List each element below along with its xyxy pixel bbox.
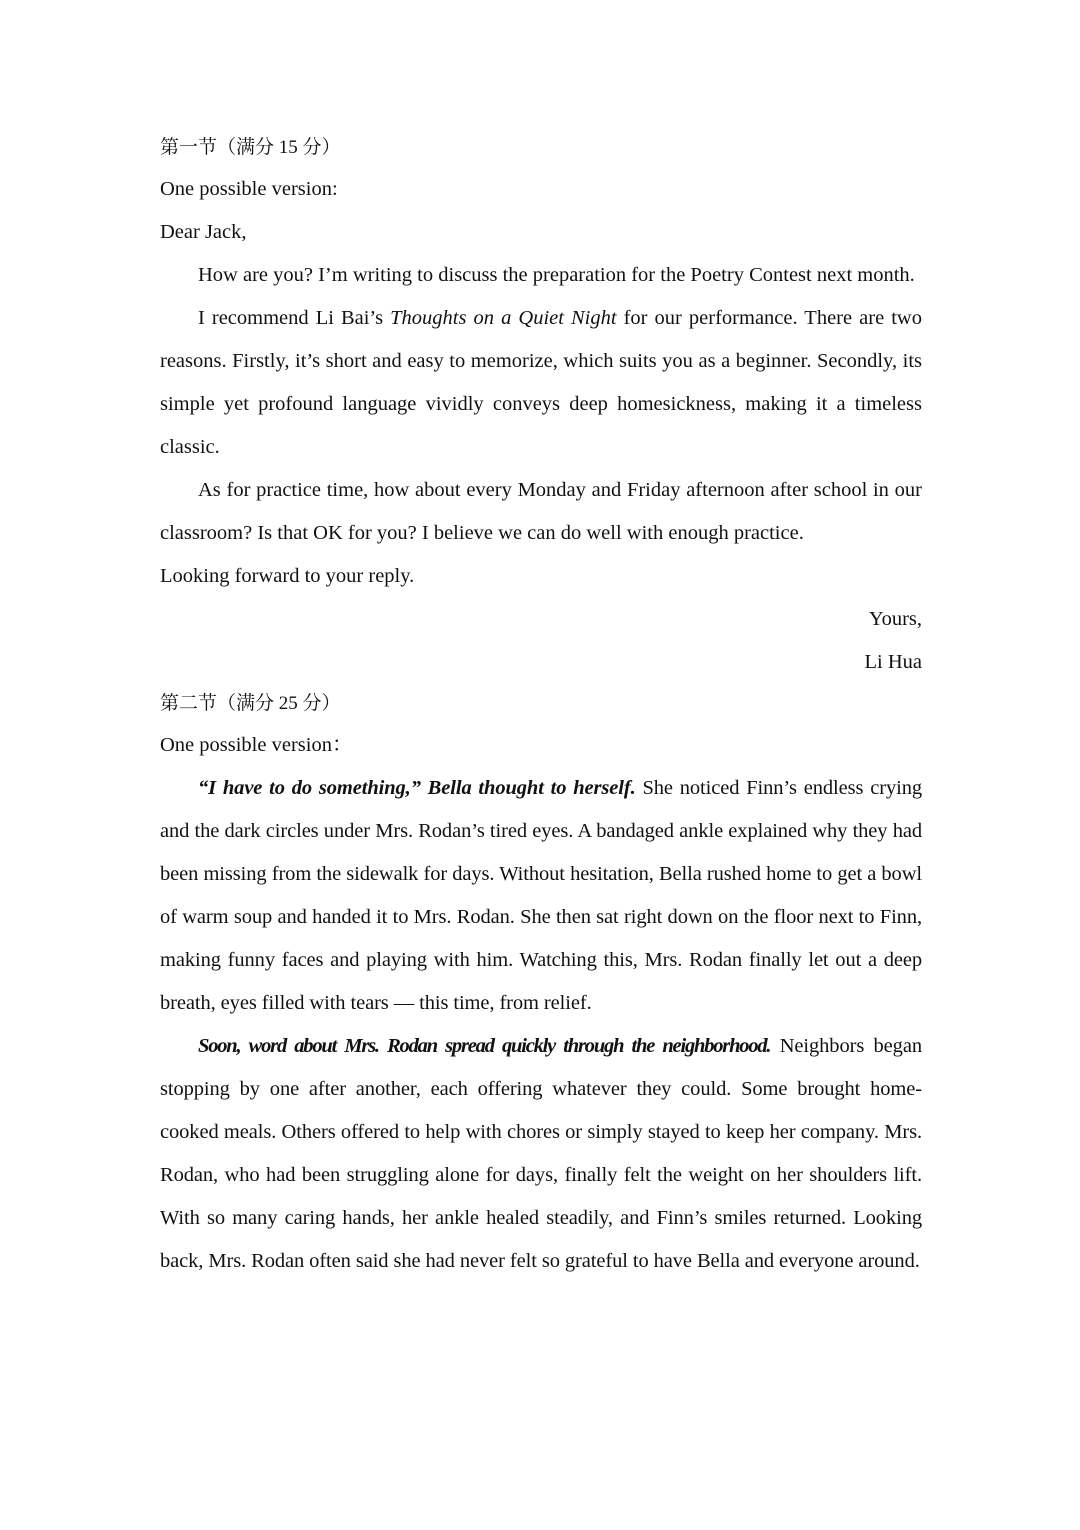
letter-signature: Li Hua <box>864 651 922 673</box>
story-paragraph-2 <box>160 1025 922 1283</box>
poem-title: Thoughts on a Quiet Night <box>390 307 617 329</box>
story-paragraph-1 <box>160 767 922 1025</box>
letter-paragraph-3: As for practice time, how about every Monday and Friday afternoon after school in our classroom? Is that OK for you? I believe we can do well with enough practice. <box>160 479 922 544</box>
section-2-version-label: One possible version： <box>160 734 353 756</box>
story-paragraph-2-body: Neighbors began stopping by one after another, each offering whatever they could. Some brought home-cooked meals. Others offered to help with chores or simply stayed to keep her company. Mrs. Rodan, who had been struggling alone for days, finally felt the weight on her shoulders lift. With so many caring hands, her ankle healed steadily, and Finn’s smiles returned. Looking back, Mrs. Rodan often said she had never felt so grateful to have Bella and everyone around. <box>160 1035 922 1272</box>
section-1-version-label: One possible version: <box>160 178 338 200</box>
story-paragraph-2-lead: Soon, word about Mrs. Rodan spread quickly through the neighborhood. <box>198 1035 771 1057</box>
story-paragraph-1-body: She noticed Finn’s endless crying and the dark circles under Mrs. Rodan’s tired eyes. A bandaged ankle explained why they had been missing from the sidewalk for days. Without hesitation, Bella rushed home to get a bowl of warm soup and handed it to Mrs. Rodan. She then sat right down on the floor next to Finn, making funny faces and playing with him. Watching this, Mrs. Rodan finally let out a deep breath, eyes filled with tears — this time, from relief. <box>160 777 922 1014</box>
letter-paragraph-1: How are you? I’m writing to discuss the preparation for the Poetry Contest next month. <box>198 264 915 286</box>
letter-closing-line: Looking forward to your reply. <box>160 565 415 587</box>
letter-paragraph-2-start: I recommend Li Bai’s <box>198 307 391 329</box>
document-page <box>160 128 922 1283</box>
section-2-heading: 第二节（满分 25 分） <box>160 693 341 714</box>
section-1-heading: 第一节（满分 15 分） <box>160 137 341 158</box>
letter-greeting: Dear Jack, <box>160 221 247 243</box>
letter-paragraph-2-end: for our performance. There are two reasons. Firstly, it’s short and easy to memorize, which suits you as a beginner. Secondly, its simple yet profound language vividly conveys deep homesickness, making it a timeless classic. <box>160 307 922 458</box>
letter-paragraph-2 <box>160 297 922 469</box>
letter-signoff: Yours, <box>868 608 922 630</box>
story-paragraph-1-lead: “I have to do something,” Bella thought to herself. <box>198 777 636 799</box>
